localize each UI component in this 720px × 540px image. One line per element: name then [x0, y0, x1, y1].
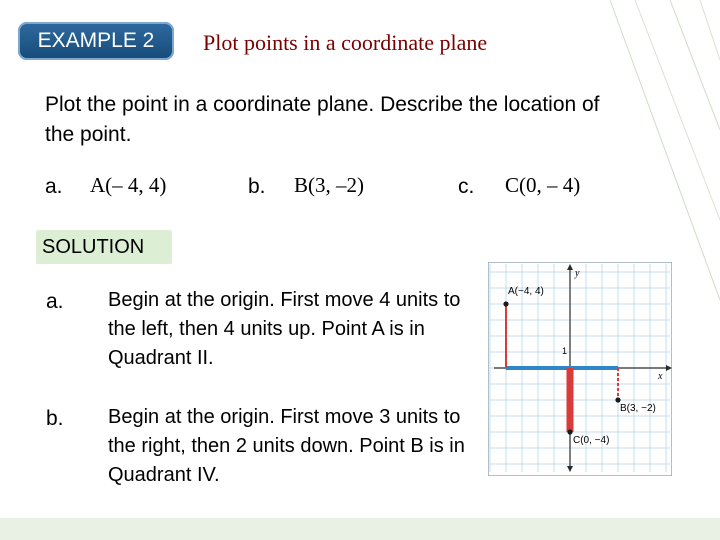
point-a-label: A(−4, 4)	[508, 286, 544, 297]
point-a-dot	[503, 301, 508, 306]
point-b-dot	[615, 397, 620, 402]
part-c-letter: c.	[458, 175, 475, 198]
solution-b-text: Begin at the origin. First move 3 units to the right, then 2 units down. Point B is in Quadrant IV.	[108, 406, 465, 486]
point-b-label: B(3, −2)	[620, 403, 656, 414]
solution-label: SOLUTION	[36, 230, 172, 264]
part-a-point: A(– 4, 4)	[90, 173, 167, 197]
tick-label-one: 1	[562, 346, 568, 356]
solution-a-text: Begin at the origin. First move 4 units to the left, then 4 units up. Point A is in Quadrant II.	[108, 289, 461, 369]
x-axis-label: x	[658, 371, 663, 382]
part-a-letter: a.	[45, 175, 63, 198]
solution-b-letter: b.	[46, 407, 64, 430]
problem-statement: Plot the point in a coordinate plane. Describe the location of the point.	[45, 93, 600, 146]
solution-a-letter: a.	[46, 290, 64, 313]
coordinate-graph	[488, 262, 672, 476]
point-c-dot	[567, 429, 572, 434]
part-c-point: C(0, – 4)	[505, 173, 581, 197]
y-axis-label: y	[575, 268, 580, 279]
part-b-letter: b.	[248, 175, 266, 198]
part-b-point: B(3, –2)	[294, 173, 364, 197]
example-title: Plot points in a coordinate plane	[203, 30, 488, 55]
point-c-label: C(0, −4)	[573, 435, 610, 446]
footer-bar	[0, 518, 720, 540]
example-badge: EXAMPLE 2	[18, 22, 174, 60]
